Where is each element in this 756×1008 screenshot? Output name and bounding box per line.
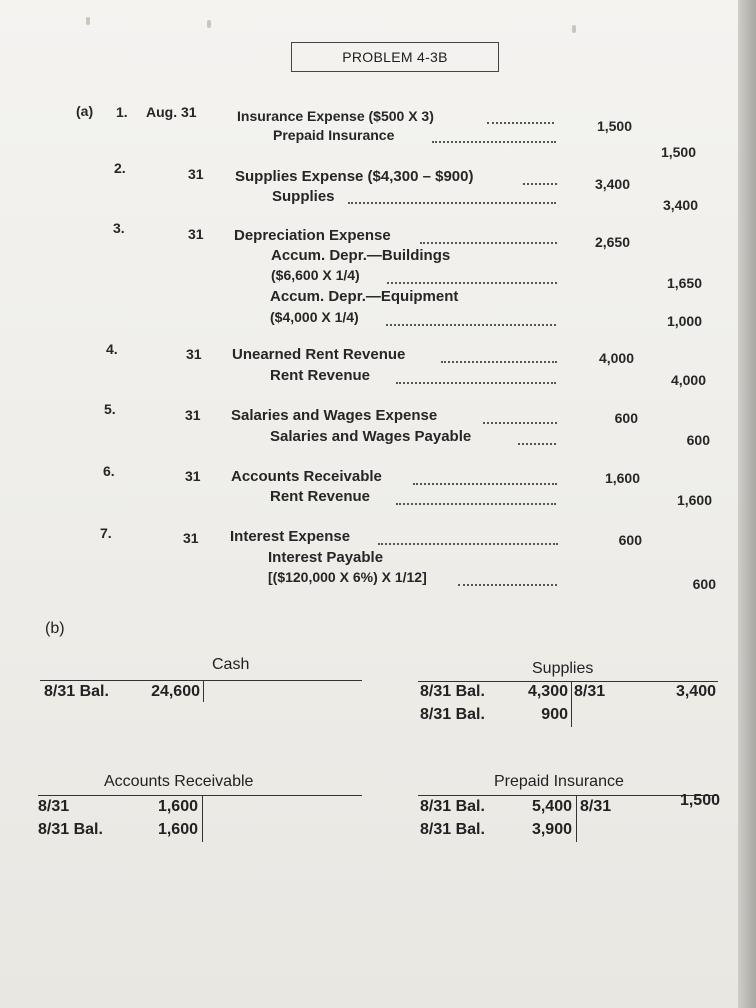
leader-dots: [523, 183, 557, 185]
leader-dots: [396, 503, 556, 505]
t-account-amount: 1,600: [157, 798, 198, 815]
leader-dots: [386, 324, 556, 326]
credit-account: Rent Revenue: [270, 367, 371, 384]
debit-amount: 600: [618, 532, 642, 548]
credit-account: Prepaid Insurance: [273, 127, 395, 143]
debit-amount: 600: [614, 410, 638, 426]
t-account-title: Supplies: [532, 660, 594, 677]
credit-account: Interest Payable: [268, 549, 384, 566]
debit-amount: 1,600: [604, 470, 640, 486]
t-account-rule: [40, 680, 362, 681]
entry-number: 3.: [113, 220, 125, 236]
debit-amount: 3,400: [594, 176, 630, 192]
t-account-entry-label: 8/31 Bal.: [38, 821, 103, 838]
t-account-amount: 1,500: [679, 792, 720, 809]
problem-title: PROBLEM 4-3B: [291, 42, 499, 72]
leader-dots: [432, 141, 556, 143]
debit-account: Depreciation Expense: [234, 227, 391, 244]
part-b-label: (b): [45, 620, 65, 637]
t-account-entry-label: 8/31 Bal.: [420, 821, 485, 838]
entry-date: 31: [188, 166, 204, 182]
t-account-divider: [202, 795, 203, 842]
debit-account: Interest Expense: [230, 528, 351, 545]
entry-number: 6.: [103, 463, 115, 479]
leader-dots: [348, 202, 556, 204]
entry-date: 31: [185, 468, 201, 484]
t-account-divider: [203, 680, 204, 702]
t-account-divider: [576, 795, 577, 842]
t-account-entry-label: 8/31 Bal.: [420, 798, 485, 815]
binder-hole: [86, 17, 90, 25]
t-account-amount: 3,400: [675, 683, 716, 700]
leader-dots: [387, 282, 557, 284]
leader-dots: [420, 242, 557, 244]
credit-calculation: ($6,600 X 1/4): [271, 267, 360, 283]
entry-number: 2.: [114, 160, 126, 176]
entry-date: Aug. 31: [146, 104, 197, 120]
debit-account: Unearned Rent Revenue: [232, 346, 406, 363]
leader-dots: [483, 422, 557, 424]
t-account-entry-label: 8/31 Bal.: [420, 683, 485, 700]
part-a-label: (a): [76, 103, 94, 119]
debit-amount: 2,650: [594, 234, 630, 250]
leader-dots: [518, 443, 556, 445]
debit-amount: 4,000: [598, 350, 634, 366]
t-account-entry-label: 8/31: [38, 798, 70, 815]
debit-account: Accounts Receivable: [231, 468, 382, 485]
entry-number: 7.: [100, 525, 112, 541]
entry-number: 4.: [106, 341, 118, 357]
t-account-divider: [571, 681, 572, 727]
t-account-entry-label: 8/31: [574, 683, 606, 700]
entry-number: 5.: [104, 401, 116, 417]
t-account-rule: [418, 681, 718, 682]
credit-account: Rent Revenue: [270, 488, 371, 505]
t-account-amount: 24,600: [151, 683, 200, 700]
t-account-amount: 1,600: [157, 821, 198, 838]
entry-date: 31: [183, 530, 199, 546]
t-account-amount: 900: [541, 706, 568, 723]
credit-amount: 600: [686, 432, 710, 448]
credit-calculation: [($120,000 X 6%) X 1/12]: [268, 569, 427, 585]
debit-account: Salaries and Wages Expense: [231, 407, 438, 424]
entry-date: 31: [186, 346, 202, 362]
t-account-amount: 5,400: [531, 798, 572, 815]
leader-dots: [458, 584, 557, 586]
credit-amount: 1,000: [666, 313, 702, 329]
leader-dots: [378, 543, 558, 545]
t-account-amount: 4,300: [527, 683, 568, 700]
t-account-entry-label: 8/31: [580, 798, 612, 815]
t-account-entry-label: 8/31 Bal.: [420, 706, 485, 723]
credit-account: Supplies: [272, 188, 335, 205]
t-account-title: Accounts Receivable: [104, 773, 254, 790]
credit-account: Salaries and Wages Payable: [270, 428, 472, 445]
credit-amount: 1,500: [660, 144, 696, 160]
binder-hole: [572, 25, 576, 33]
entry-date: 31: [185, 407, 201, 423]
credit-account: Accum. Depr.—Buildings: [271, 247, 451, 264]
credit-amount: 600: [692, 576, 716, 592]
leader-dots: [487, 122, 554, 124]
entry-number: 1.: [116, 104, 128, 120]
leader-dots: [396, 382, 556, 384]
t-account-title: Cash: [212, 656, 250, 673]
t-account-entry-label: 8/31 Bal.: [44, 683, 109, 700]
t-account-amount: 3,900: [531, 821, 572, 838]
entry-date: 31: [188, 226, 204, 242]
leader-dots: [441, 361, 557, 363]
t-account-title: Prepaid Insurance: [494, 773, 624, 790]
credit-amount: 1,650: [666, 275, 702, 291]
credit-calculation: ($4,000 X 1/4): [270, 309, 359, 325]
credit-amount: 3,400: [662, 197, 698, 213]
credit-amount: 4,000: [670, 372, 706, 388]
debit-account: Supplies Expense ($4,300 – $900): [235, 168, 474, 185]
credit-account: Accum. Depr.—Equipment: [270, 288, 459, 305]
credit-amount: 1,600: [676, 492, 712, 508]
debit-amount: 1,500: [596, 118, 632, 134]
page-edge: [738, 0, 756, 1008]
binder-hole: [207, 20, 211, 28]
leader-dots: [413, 483, 557, 485]
t-account-rule: [38, 795, 362, 796]
debit-account: Insurance Expense ($500 X 3): [237, 108, 434, 124]
